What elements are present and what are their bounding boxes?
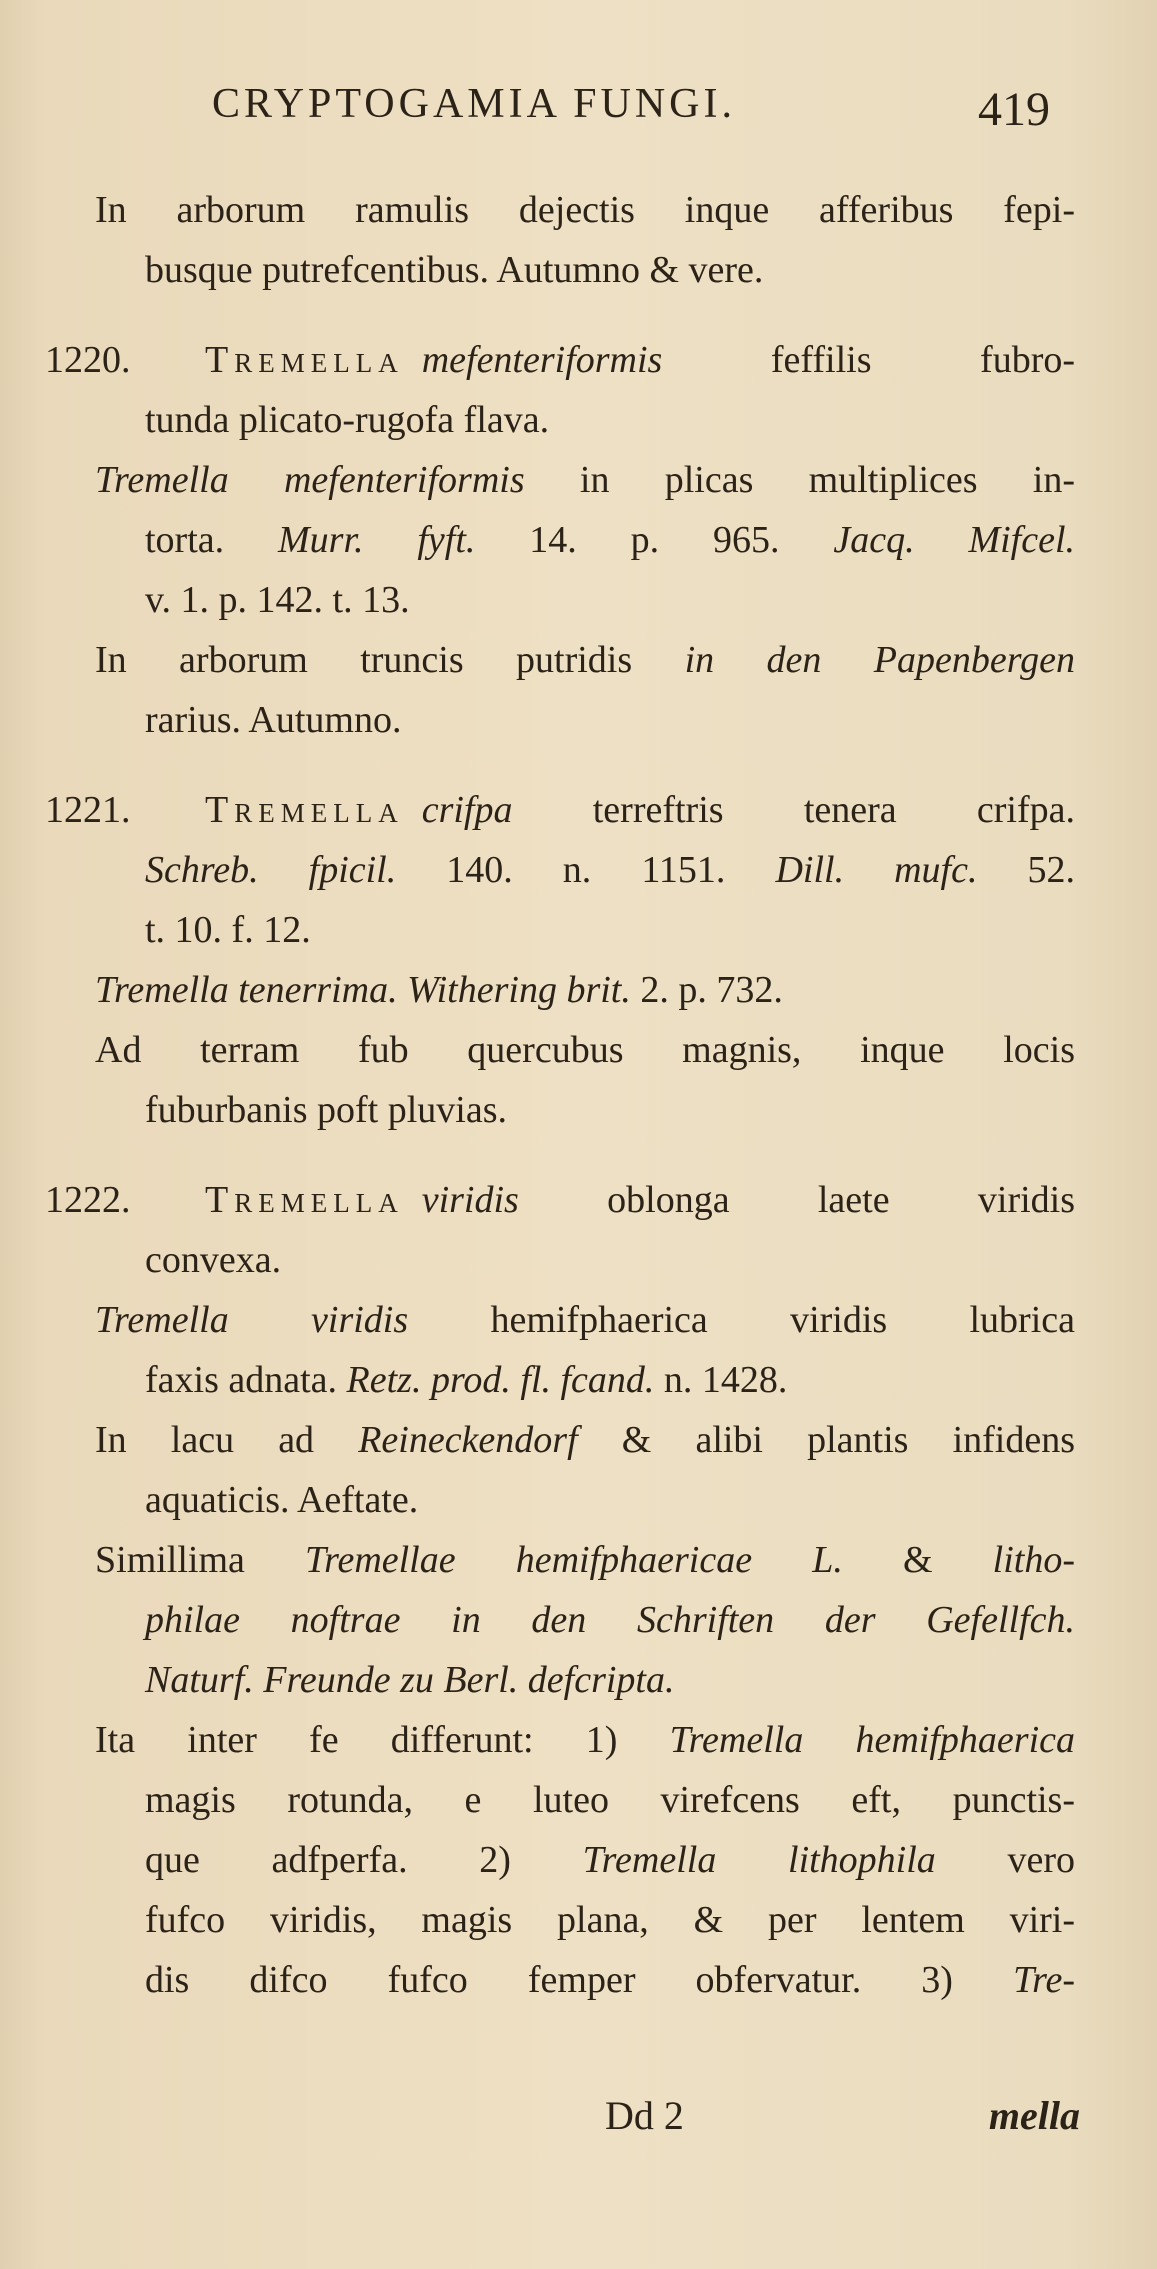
note-line: que adfperfa. 2) Tremella lithophila vero [145, 1839, 1076, 1881]
text-line: convexa. [145, 1239, 282, 1281]
note-line: Ita inter fe differunt: 1) Tremella hemifphaerica [95, 1719, 1075, 1761]
catchword: mella [988, 2093, 1080, 2138]
note-line: magis rotunda, e luteo virefcens eft, punctis- [145, 1779, 1075, 1821]
running-title: CRYPTOGAMIA FUNGI. [212, 81, 736, 127]
genus-name: Tremella [205, 1179, 404, 1221]
citation-line: t. 10. f. 12. [145, 909, 311, 951]
page-header [200, 80, 1080, 140]
species-name: mefenteriformis [421, 339, 663, 381]
synonym-line: Tremella mefenteriformis in plicas multiplices in- [95, 459, 1076, 501]
text-line: busque putrefcentibus. Autumno & vere. [145, 249, 764, 291]
habitat-line: In arborum truncis putridis in den Papenbergen [95, 639, 1075, 681]
note-line: fufco viridis, magis plana, & per lentem viri- [145, 1899, 1075, 1941]
habitat-line: rarius. Autumno. [145, 699, 402, 741]
species-description: terreftris tenera crifpa. [592, 789, 1075, 831]
entry-number: 1220. [45, 339, 131, 381]
species-name: viridis [421, 1179, 519, 1221]
genus-name: Tremella [205, 339, 404, 381]
entry-number: 1222. [45, 1179, 131, 1221]
entry-1221-heading [45, 780, 1075, 840]
text-line: In arborum ramulis dejectis inque afferibus fepi- [95, 189, 1075, 231]
citation-line: faxis adnata. Retz. prod. fl. fcand. n. 1428. [145, 1359, 788, 1401]
signature-mark: Dd 2 [605, 2093, 684, 2138]
species-description: oblonga laete viridis [607, 1179, 1075, 1221]
habitat-line: aquaticis. Aeftate. [145, 1479, 419, 1521]
habitat-line: fuburbanis poft pluvias. [145, 1089, 508, 1131]
habitat-line: Ad terram fub quercubus magnis, inque locis [95, 1029, 1075, 1071]
citation-line: torta. Murr. fyft. 14. p. 965. Jacq. Mifcel. [145, 519, 1076, 561]
citation-line: v. 1. p. 142. t. 13. [145, 579, 410, 621]
note-line: Simillima Tremellae hemifphaericae L. & litho- [95, 1539, 1075, 1581]
entry-1220-heading [45, 330, 1075, 390]
habitat-line: In lacu ad Reineckendorf & alibi plantis infidens [95, 1419, 1075, 1461]
note-line: dis difco fufco femper obfervatur. 3) Tre- [145, 1959, 1075, 2001]
page-body [45, 180, 1075, 2010]
page-number: 419 [978, 83, 1050, 136]
note-line: philae noftrae in den Schriften der Gefellfch. [145, 1599, 1075, 1641]
note-line: Naturf. Freunde zu Berl. defcripta. [145, 1659, 675, 1701]
synonym-line: Tremella tenerrima. Withering brit. 2. p. 732. [95, 969, 783, 1011]
species-name: crifpa [421, 789, 513, 831]
citation-line: Schreb. fpicil. 140. n. 1151. Dill. mufc. 52. [145, 849, 1076, 891]
entry-number: 1221. [45, 789, 131, 831]
text-line: tunda plicato-rugofa flava. [145, 399, 550, 441]
genus-name: Tremella [205, 789, 404, 831]
entry-1222-heading [45, 1170, 1075, 1230]
species-description: feffilis fubro- [770, 339, 1075, 381]
synonym-line: Tremella viridis hemifphaerica viridis lubrica [95, 1299, 1075, 1341]
